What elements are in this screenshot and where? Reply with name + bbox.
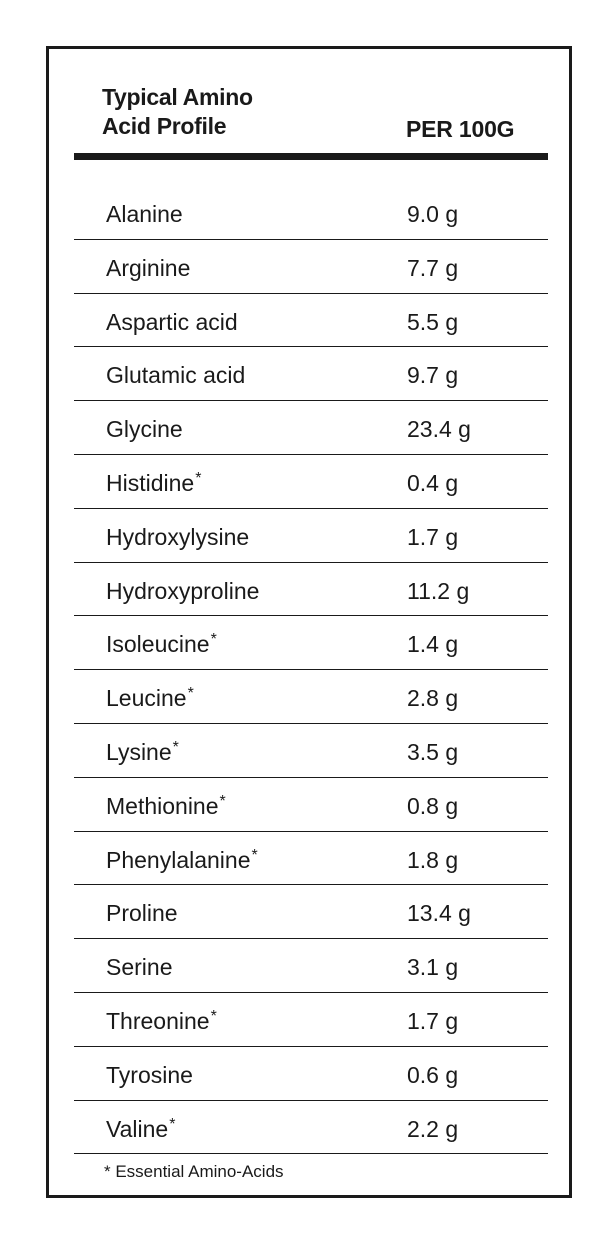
amino-acid-name-text: Isoleucine — [106, 631, 210, 658]
amino-acid-name-text: Valine — [106, 1115, 169, 1142]
essential-marker: * — [210, 631, 217, 649]
amino-acid-panel — [46, 46, 572, 1198]
amino-acid-name — [106, 900, 178, 927]
table-row — [74, 832, 548, 886]
amino-acid-name — [106, 255, 190, 282]
amino-acid-name-text: Aspartic acid — [106, 308, 238, 335]
amount-per-100g: 7.7 g — [407, 254, 459, 281]
amino-acid-name-text: Threonine — [106, 1007, 210, 1034]
amount-per-100g: 23.4 g — [407, 416, 471, 443]
amino-acid-name-text: Serine — [106, 954, 173, 981]
table-row — [74, 724, 548, 778]
header-divider — [74, 153, 548, 160]
table-row — [74, 1101, 548, 1155]
amino-acid-name — [106, 631, 217, 658]
amino-acid-name — [106, 1116, 175, 1143]
table-row — [74, 294, 548, 348]
amino-acid-name-text: Proline — [106, 900, 178, 927]
amino-acid-name — [106, 954, 172, 981]
table-row — [74, 616, 548, 670]
amino-acid-name-text: Glutamic acid — [106, 362, 246, 389]
table-row — [74, 186, 548, 240]
essential-marker: * — [187, 685, 194, 703]
amino-acid-name — [106, 847, 258, 874]
table-row — [74, 347, 548, 401]
table-row — [74, 670, 548, 724]
table-row — [74, 563, 548, 617]
amino-acid-name-text: Leucine — [106, 685, 187, 712]
essential-marker: * — [210, 1007, 217, 1025]
essential-marker: * — [172, 738, 179, 756]
amount-per-100g: 1.7 g — [407, 523, 459, 550]
essential-marker: * — [251, 846, 258, 864]
essential-marker: * — [195, 469, 202, 487]
amino-acid-name-text: Lysine — [106, 738, 172, 765]
amino-acid-name-text: Glycine — [106, 416, 183, 443]
amino-acid-name-text: Histidine — [106, 469, 195, 496]
amount-per-100g: 2.2 g — [407, 1115, 459, 1142]
table-row — [74, 240, 548, 294]
amino-acid-name — [106, 416, 183, 443]
table-row — [74, 509, 548, 563]
table-row — [74, 1047, 548, 1101]
amount-per-100g: 5.5 g — [407, 308, 459, 335]
table-row — [74, 401, 548, 455]
table-row — [74, 939, 548, 993]
amount-per-100g: 3.1 g — [407, 954, 459, 981]
amino-acid-name-text: Phenylalanine — [106, 846, 251, 873]
amino-acid-name-text: Hydroxyproline — [106, 577, 260, 604]
amount-per-100g: 9.7 g — [407, 362, 459, 389]
amino-acid-name — [106, 1062, 193, 1089]
amount-per-100g: 0.4 g — [407, 469, 459, 496]
amount-per-100g: 13.4 g — [407, 900, 471, 927]
table-row — [74, 885, 548, 939]
table-row — [74, 778, 548, 832]
essential-marker: * — [219, 792, 226, 810]
amount-per-100g: 3.5 g — [407, 738, 459, 765]
table-row — [74, 993, 548, 1047]
amino-acid-name-text: Hydroxylysine — [106, 523, 250, 550]
amino-acid-name-text: Arginine — [106, 254, 191, 281]
amount-per-100g: 1.7 g — [407, 1007, 459, 1034]
amount-per-100g: 0.8 g — [407, 792, 459, 819]
amino-acid-table — [74, 186, 548, 1154]
amino-acid-name — [106, 309, 238, 336]
amino-acid-name — [106, 739, 179, 766]
amino-acid-name-text: Tyrosine — [106, 1061, 193, 1088]
amino-acid-name — [106, 362, 245, 389]
amino-acid-name — [106, 578, 259, 605]
amount-per-100g: 11.2 g — [407, 577, 470, 604]
amino-acid-name — [106, 470, 201, 497]
amino-acid-name-text: Alanine — [106, 201, 183, 227]
amount-per-100g: 0.6 g — [407, 1061, 459, 1088]
table-row — [74, 455, 548, 509]
amino-acid-name-text: Methionine — [106, 792, 219, 819]
amino-acid-name — [106, 685, 194, 712]
amount-per-100g: 2.8 g — [407, 685, 459, 712]
per-100g-header: PER 100G — [406, 116, 515, 142]
amino-acid-name — [106, 201, 183, 228]
amount-per-100g: 1.8 g — [407, 846, 459, 873]
essential-marker: * — [169, 1115, 176, 1133]
table-title-line-2: Acid Profile — [102, 113, 227, 139]
amount-per-100g: 9.0 g — [407, 201, 459, 227]
table-title-line-1: Typical Amino — [102, 84, 253, 110]
table-title — [102, 83, 253, 141]
amino-acid-name — [106, 1008, 217, 1035]
amino-acid-name — [106, 793, 226, 820]
amino-acid-name — [106, 524, 249, 551]
amount-per-100g: 1.4 g — [407, 631, 459, 658]
footnote: * Essential Amino-Acids — [104, 1162, 284, 1181]
